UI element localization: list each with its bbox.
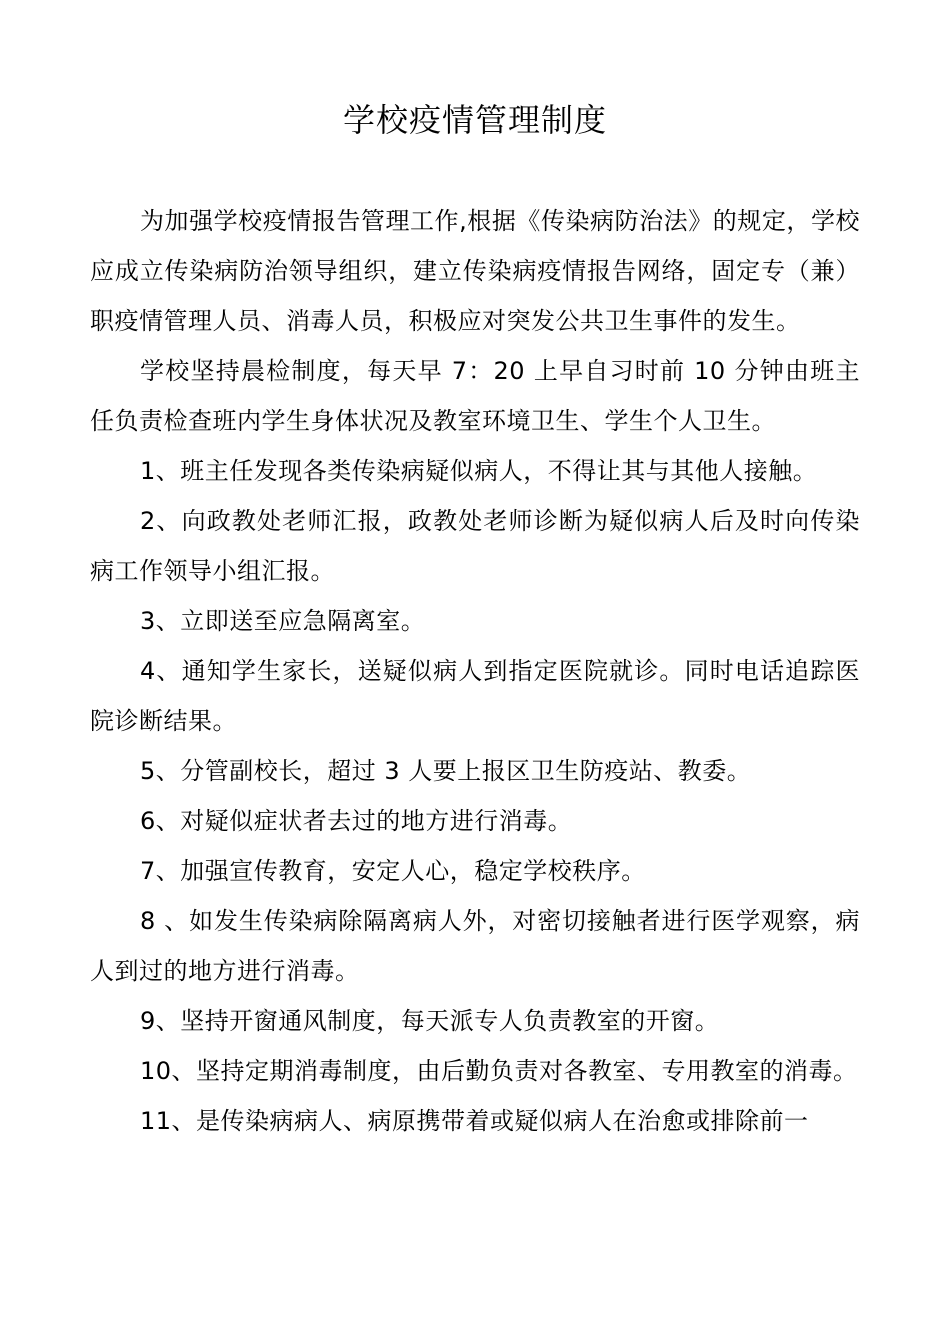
rule-item-1: 1、班主任发现各类传染病疑似病人，不得让其与其他人接触。 (140, 457, 818, 485)
document-body (90, 196, 860, 1146)
rule-item-3: 3、立即送至应急隔离室。 (140, 607, 426, 635)
rule-item-6: 6、对疑似症状者去过的地方进行消毒。 (140, 807, 573, 835)
rule-item-10: 10、坚持定期消毒制度，由后勤负责对各教室、专用教室的消毒。 (140, 1057, 858, 1085)
rule-item-9: 9、坚持开窗通风制度，每天派专人负责教室的开窗。 (140, 1007, 720, 1035)
rule-item-4: 4、通知学生家长，送疑似病人到指定医院就诊。同时电话追踪医院诊断结果。 (90, 657, 860, 735)
rule-item-7: 7、加强宣传教育，安定人心，稳定学校秩序。 (140, 857, 646, 885)
intro-paragraph: 为加强学校疫情报告管理工作,根据《传染病防治法》的规定，学校应成立传染病防治领导组织，建立传染病疫情报告网络，固定专（兼）职疫情管理人员、消毒人员，积极应对突发公共卫生事件的发生。 (90, 207, 860, 335)
rule-item-8: 8 、如发生传染病除隔离病人外，对密切接触者进行医学观察，病人到过的地方进行消毒。 (90, 907, 860, 985)
rule-item-5: 5、分管副校长，超过 3 人要上报区卫生防疫站、教委。 (140, 757, 752, 785)
rule-item-2: 2、向政教处老师汇报，政教处老师诊断为疑似病人后及时向传染病工作领导小组汇报。 (90, 507, 860, 585)
document-title: 学校疫情管理制度 (342, 101, 607, 139)
rule-item-11: 11、是传染病病人、病原携带着或疑似病人在治愈或排除前一 (140, 1107, 809, 1135)
morning-check-paragraph: 学校坚持晨检制度，每天早 7：20 上早自习时前 10 分钟由班主任负责检查班内学生身体状况及教室环境卫生、学生个人卫生。 (90, 357, 860, 435)
